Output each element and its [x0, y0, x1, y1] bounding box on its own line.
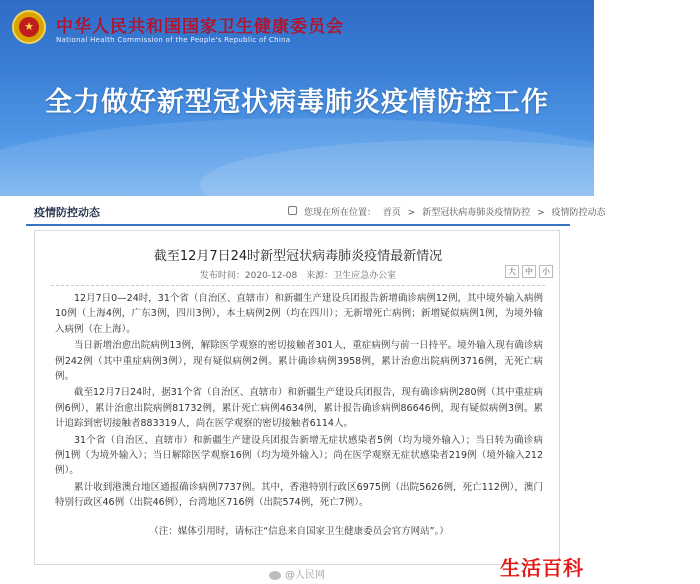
breadcrumb-link-category[interactable]: 新型冠状病毒肺炎疫情防控: [422, 208, 531, 218]
org-name-cn[interactable]: 中华人民共和国国家卫生健康委员会: [56, 17, 344, 37]
emblem-star-icon: ★: [19, 17, 39, 37]
article-source: 来源：卫生应急办公室: [306, 271, 397, 281]
national-emblem-icon[interactable]: [12, 10, 46, 44]
breadcrumb: [304, 205, 610, 218]
breadcrumb-link-home[interactable]: 首页: [382, 208, 401, 218]
watermark-text: @人民网: [285, 570, 325, 581]
title-divider: [51, 285, 545, 286]
article-paragraph: 12月7日0—24时，31个省（自治区、直辖市）和新疆生产建设兵团报告新增确诊病例12例，其中境外输入病例10例（上海4例，广东3例，四川3例），本土病例2例（均在四川）；无新增死亡病例；新增疑似病例1例，为境外输入病例（在上海）。: [55, 293, 543, 335]
org-name-en: National Health Commission of the People's Republic of China: [56, 36, 291, 44]
article-body: [55, 291, 543, 540]
article-paragraph: 31个省（自治区、直辖市）和新疆生产建设兵团报告新增无症状感染者5例（均为境外输入）；当日转为确诊病例1例（为境外输入）；当日解除医学观察16例（均为境外输入）；尚在医学观察无症状感染者219例（境外输入212例）。: [55, 434, 543, 477]
breadcrumb-separator: >: [407, 208, 416, 218]
article-paragraph: 当日新增治愈出院病例13例，解除医学观察的密切接触者301人，重症病例与前一日持平。境外输入现有确诊病例242例（其中重症病例3例），现有疑似病例2例。累计确诊病例3958例，累计治愈出院病例3716例，无死亡病例。: [55, 340, 543, 383]
publish-date: 发布时间：2020-12-08: [199, 271, 298, 281]
font-size-switcher: [505, 265, 553, 278]
breadcrumb-prefix: 您现在所在位置：: [304, 208, 377, 218]
article-paragraph: 累计收到港澳台地区通报确诊病例7737例。其中，香港特别行政区6975例（出院5626例，死亡112例），澳门特别行政区46例（出院46例），台湾地区716例（出院574例，死亡7例）。: [55, 481, 543, 509]
article-title: 截至12月7日24时新型冠状病毒肺炎疫情最新情况: [153, 249, 443, 264]
article-meta: [35, 268, 561, 281]
font-size-small-button[interactable]: 小: [539, 265, 553, 278]
breadcrumb-separator: >: [537, 208, 545, 218]
citation-note: （注：媒体引用时，请标注“信息来自国家卫生健康委员会官方网站”。）: [149, 525, 449, 537]
font-size-medium-button[interactable]: 中: [522, 265, 536, 278]
section-title[interactable]: 疫情防控动态: [34, 206, 100, 219]
weibo-icon: [269, 571, 281, 580]
font-size-large-button[interactable]: 大: [505, 265, 519, 278]
article-card: [34, 230, 560, 565]
section-bar: [26, 198, 606, 226]
article-paragraph: 截至12月7日24时，据31个省（自治区、直辖市）和新疆生产建设兵团报告，现有确诊病例280例（其中重症病例6例），累计治愈出院病例81732例，累计死亡病例4634例，累计报告确诊病例86646例，现有疑似病例3例。累计追踪到密切接触者883319人，尚在医学观察的密切接触者6114人。: [55, 387, 543, 430]
breadcrumb-link-section[interactable]: 疫情防控动态: [551, 208, 606, 218]
home-icon: [288, 206, 297, 215]
banner-header: [0, 0, 594, 196]
banner-title: 全力做好新型冠状病毒肺炎疫情防控工作: [45, 87, 549, 118]
corner-brand-logo: 生活百科: [500, 556, 584, 580]
